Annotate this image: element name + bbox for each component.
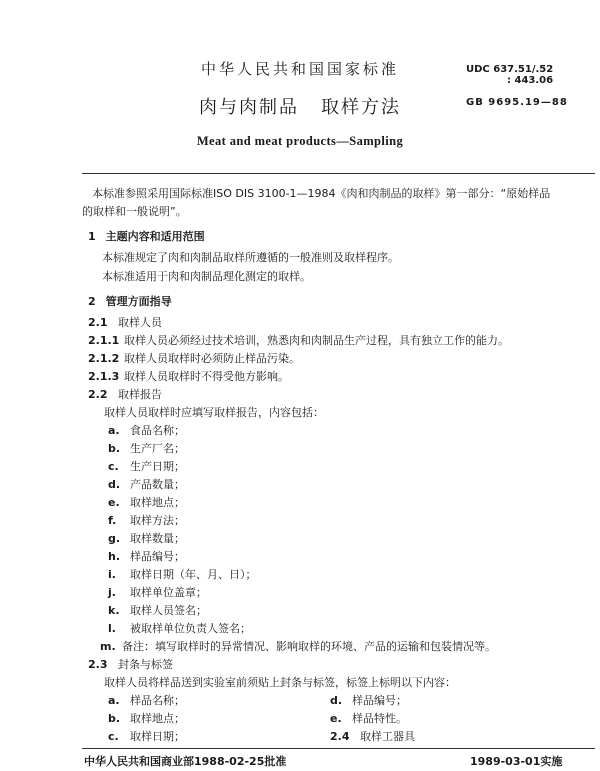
list-item-letter: k. (108, 604, 120, 617)
label-intro: 取样人员将样品送到实验室前须贴上封条与标签，标签上标明以下内容： (104, 676, 456, 689)
list-item-text: 取样单位盖章； (130, 586, 207, 599)
list-item-letter: c. (108, 460, 119, 473)
list-item-text: 取样数量； (130, 532, 185, 545)
list-item (108, 441, 185, 457)
list-item-letter: a. (108, 694, 120, 707)
list-item-letter: m. (100, 640, 116, 653)
subsection-text: 取样人员取样时必须防止样品污染。 (124, 352, 300, 365)
list-item (108, 585, 207, 601)
subsection-text: 取样人员 (118, 316, 162, 329)
chinese-title-part2: 取样方法 (321, 97, 401, 118)
list-item-letter: g. (108, 532, 121, 545)
subsection-number: 2.1.3 (88, 370, 120, 383)
list-item-text: 样品特性。 (352, 712, 407, 725)
list-item-text: 取样地点； (130, 712, 185, 725)
subsection-number: 2.2 (88, 388, 108, 401)
list-item (108, 603, 207, 619)
list-item-text: 取样地点； (130, 496, 185, 509)
section-title: 主题内容和适用范围 (105, 230, 205, 243)
list-item-letter: l. (108, 622, 116, 635)
list-item (108, 477, 185, 493)
list-item (108, 513, 185, 529)
subsection-text: 取样工器具 (360, 730, 415, 743)
intro-line-2: 的取样和一般说明”。 (82, 205, 187, 218)
subsection-text: 封条与标签 (118, 658, 173, 671)
subsection-number: 2.1.1 (88, 334, 120, 347)
chinese-title (0, 93, 600, 119)
english-title: Meat and meat products—Sampling (196, 134, 404, 148)
list-item-text: 备注：填写取样时的异常情况、影响取样的环境、产品的运输和包装情况等。 (122, 640, 496, 653)
list-item-letter: b. (108, 712, 121, 725)
list-item (108, 567, 257, 583)
list-item-letter: e. (330, 712, 342, 725)
udc-code-continuation: : 443.06 (507, 75, 554, 86)
list-item-text: 被取样单位负责人签名； (130, 622, 251, 635)
bottom-divider (82, 748, 595, 749)
list-item-text: 取样人员签名； (130, 604, 207, 617)
list-item-text: 取样日期； (130, 730, 185, 743)
subsection-2-1 (88, 315, 162, 331)
list-item-text: 取样日期（年、月、日）； (130, 568, 257, 581)
list-item-letter: j. (108, 586, 116, 599)
list-item-text: 生产厂名； (130, 442, 185, 455)
section-number: 2 (88, 295, 96, 308)
standard-title: 中华人民共和国国家标准 (200, 60, 399, 78)
subsection-2-1-1 (88, 333, 509, 349)
list-item-letter: f. (108, 514, 117, 527)
top-divider (82, 173, 595, 174)
list-item (108, 459, 185, 475)
list-item-text: 产品数量； (130, 478, 185, 491)
subsection-number: 2.1 (88, 316, 108, 329)
list-item-text: 样品编号； (352, 694, 407, 707)
section-1-para-2: 本标准适用于肉和肉制品理化测定的取样。 (102, 270, 311, 283)
list-item-text: 样品编号； (130, 550, 185, 563)
subsection-2-2 (88, 387, 162, 403)
list-item-letter: c. (108, 730, 119, 743)
list-item-letter: d. (330, 694, 343, 707)
subsection-number: 2.4 (330, 730, 350, 743)
list-item (108, 531, 185, 547)
subsection-2-3 (88, 657, 173, 673)
approval-line: 中华人民共和国商业部1988-02-25批准 (84, 755, 287, 768)
list-item (108, 729, 185, 745)
list-item (108, 495, 185, 511)
list-item-text: 取样方法； (130, 514, 185, 527)
list-item (108, 423, 185, 439)
list-item (108, 711, 185, 727)
subsection-number: 2.3 (88, 658, 108, 671)
section-2-heading (88, 293, 172, 309)
list-item (108, 693, 185, 709)
subsection-number: 2.1.2 (88, 352, 120, 365)
list-item (100, 639, 496, 655)
list-item-text: 食品名称； (130, 424, 185, 437)
list-item-letter: b. (108, 442, 121, 455)
list-item (108, 621, 251, 637)
list-item-letter: d. (108, 478, 121, 491)
subsection-text: 取样报告 (118, 388, 162, 401)
list-item-text: 生产日期； (130, 460, 185, 473)
gb-number: GB 9695.19—88 (466, 97, 568, 108)
list-item (330, 693, 407, 709)
list-item (108, 549, 185, 565)
list-item-letter: i. (108, 568, 116, 581)
subsection-2-4 (330, 729, 415, 745)
chinese-title-part1: 肉与肉制品 (199, 97, 299, 118)
list-item-letter: a. (108, 424, 120, 437)
implementation-date: 1989-03-01实施 (470, 755, 563, 768)
section-title: 管理方面指导 (105, 295, 172, 308)
list-item-text: 样品名称； (130, 694, 185, 707)
subsection-2-1-3 (88, 369, 289, 385)
list-item (330, 711, 407, 727)
list-item-letter: e. (108, 496, 120, 509)
list-item-letter: h. (108, 550, 121, 563)
subsection-2-1-2 (88, 351, 300, 367)
section-number: 1 (88, 230, 96, 243)
report-intro: 取样人员取样时应填写取样报告，内容包括： (104, 406, 324, 419)
intro-line-1: 本标准参照采用国际标准ISO DIS 3100-1—1984《肉和肉制品的取样》第一部分：“原始样品 (92, 187, 551, 200)
section-1-para-1: 本标准规定了肉和肉制品取样所遵循的一般准则及取样程序。 (102, 251, 399, 264)
udc-code: UDC 637.51/.52 (466, 64, 554, 75)
section-1-heading (88, 228, 205, 244)
subsection-text: 取样人员取样时不得受他方影响。 (124, 370, 289, 383)
subsection-text: 取样人员必须经过技术培训，熟悉肉和肉制品生产过程，具有独立工作的能力。 (124, 334, 509, 347)
